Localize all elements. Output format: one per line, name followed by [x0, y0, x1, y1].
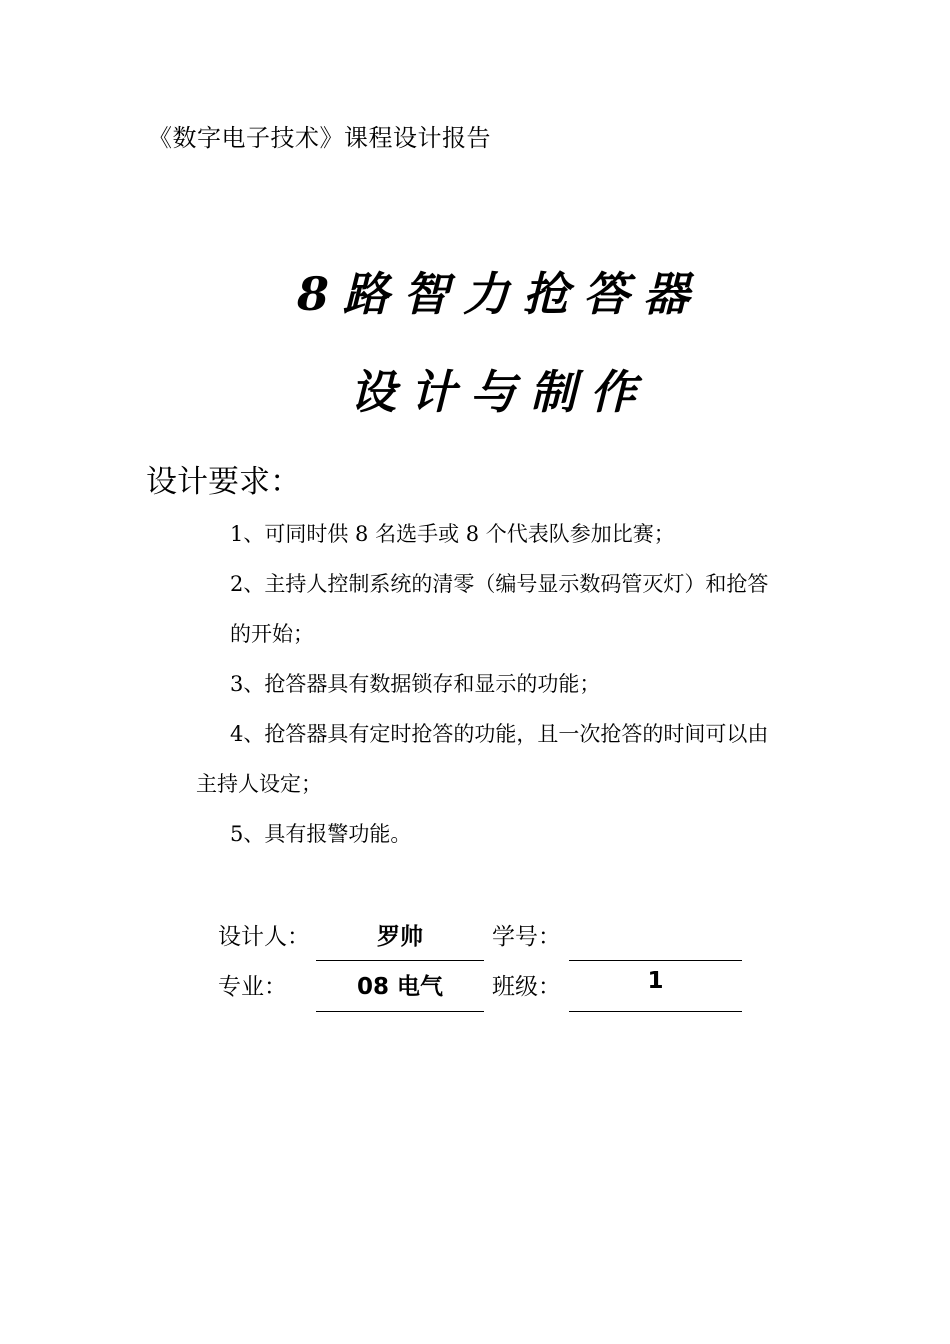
requirements-heading: 设计要求：: [146, 464, 301, 500]
requirement-item-2: 2、主持人控制系统的清零（编号显示数码管灭灯）和抢答: [230, 572, 769, 596]
class-label: 班级：: [492, 974, 561, 1000]
title-line-1: 8路智力抢答器: [296, 267, 703, 321]
class-value: 1: [647, 968, 664, 994]
major-underline: [316, 1011, 484, 1012]
requirement-item-4-continued: 主持人设定；: [196, 772, 322, 796]
student-id-label: 学号：: [492, 924, 561, 950]
major-label: 专业：: [218, 974, 287, 1000]
major-value: 08 电气: [356, 974, 443, 1000]
requirement-item-5: 5、具有报警功能。: [230, 822, 412, 846]
requirement-item-4: 4、抢答器具有定时抢答的功能，且一次抢答的时间可以由: [230, 722, 769, 746]
designer-underline: [316, 960, 484, 961]
designer-label: 设计人：: [218, 924, 310, 950]
designer-value: 罗帅: [377, 924, 423, 950]
requirement-item-3: 3、抢答器具有数据锁存和显示的功能；: [230, 672, 601, 696]
class-underline: [569, 1011, 742, 1012]
requirement-item-2-continued: 的开始；: [230, 622, 314, 646]
title-line-2: 设计与制作: [350, 365, 650, 419]
requirement-item-1: 1、可同时供 8 名选手或 8 个代表队参加比赛；: [230, 522, 675, 546]
student-id-underline: [569, 960, 742, 961]
report-header: 《数字电子技术》课程设计报告: [148, 124, 491, 152]
